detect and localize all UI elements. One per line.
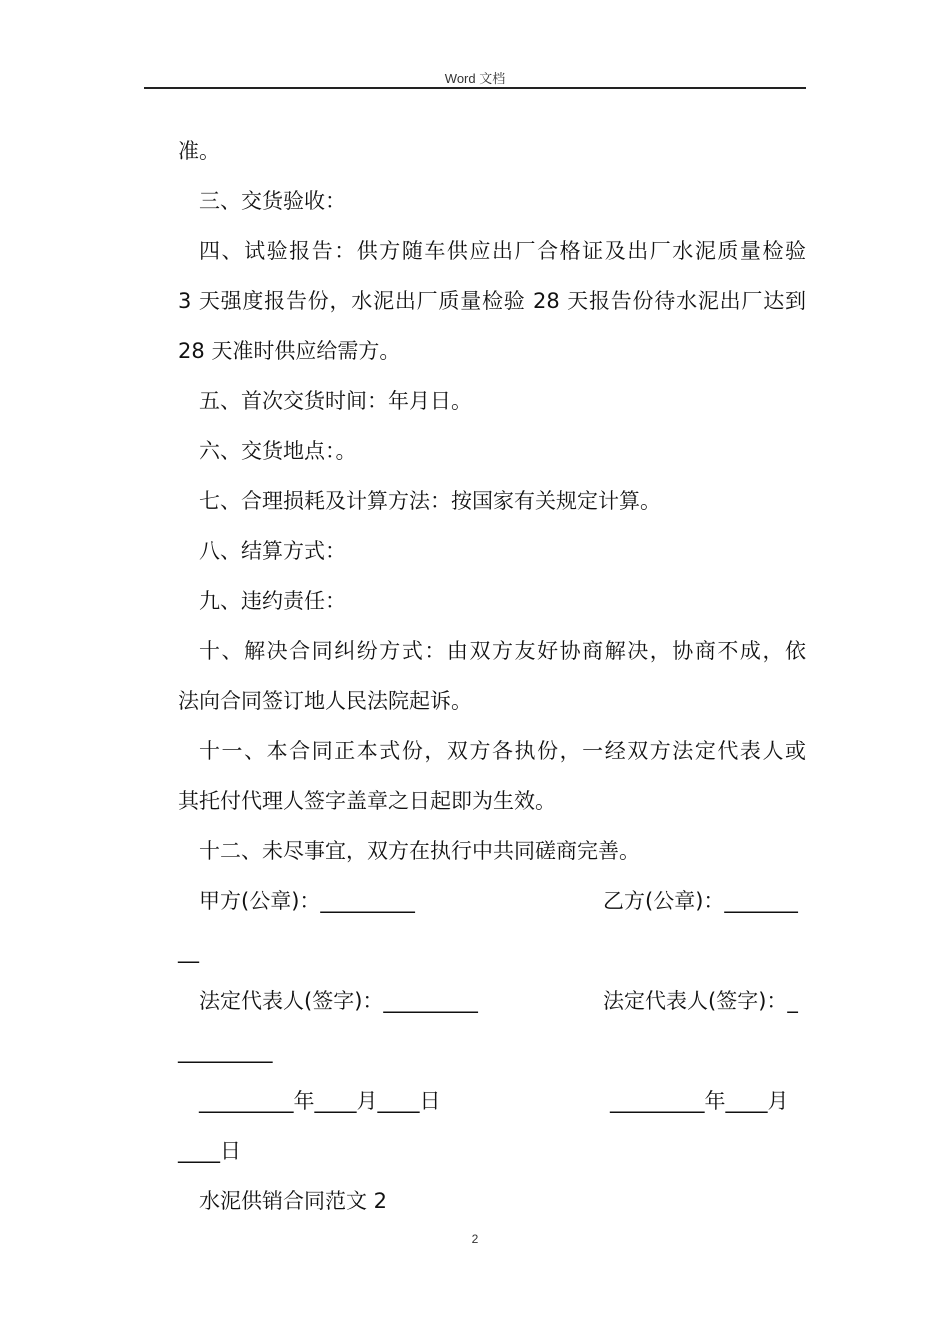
party-b-date-field: _________年____月 (610, 1089, 789, 1113)
page-header: Word 文档 (444, 71, 506, 86)
body-line: 十二、未尽事宜，双方在执行中共同磋商完善。 (199, 839, 640, 863)
party-b-date-field-cont: ____日 (178, 1139, 241, 1163)
body-line: 三、交货验收： (199, 189, 346, 213)
body-line: 其托付代理人签字盖章之日起即为生效。 (178, 789, 556, 813)
party-a-date-field: _________年____月____日 (199, 1089, 441, 1113)
party-b-rep-field-cont: _________ (178, 1039, 273, 1063)
party-b-seal-field-cont: __ (178, 939, 199, 963)
party-a-seal-field: 甲方(公章)：_________ (199, 889, 415, 913)
party-b-rep-field: 法定代表人(签字)：_ (603, 989, 798, 1013)
body-line: 准。 (178, 139, 220, 163)
party-b-seal-field: 乙方(公章)：_______ (603, 889, 798, 913)
body-line: 十、解决合同纠纷方式：由双方友好协商解决，协商不成，依 (199, 639, 806, 663)
body-line: 八、结算方式： (199, 539, 346, 563)
body-line: 九、违约责任： (199, 589, 346, 613)
body-line: 28 天准时供应给需方。 (178, 339, 401, 363)
body-line: 3 天强度报告份，水泥出厂质量检验 28 天报告份待水泥出厂达到 (178, 289, 806, 313)
body-line: 六、交货地点：。 (199, 439, 357, 463)
page-number: 2 (471, 1232, 479, 1246)
body-line: 七、合理损耗及计算方法：按国家有关规定计算。 (199, 489, 661, 513)
body-line: 四、试验报告：供方随车供应出厂合格证及出厂水泥质量检验 (199, 239, 806, 263)
body-line: 五、首次交货时间：年月日。 (199, 389, 472, 413)
header-rule (144, 87, 806, 89)
body-line: 十一、本合同正本式份，双方各执份，一经双方法定代表人或 (199, 739, 806, 763)
body-line: 法向合同签订地人民法院起诉。 (178, 689, 472, 713)
party-a-rep-field: 法定代表人(签字)：_________ (199, 989, 478, 1013)
section-title: 水泥供销合同范文 2 (199, 1189, 388, 1213)
